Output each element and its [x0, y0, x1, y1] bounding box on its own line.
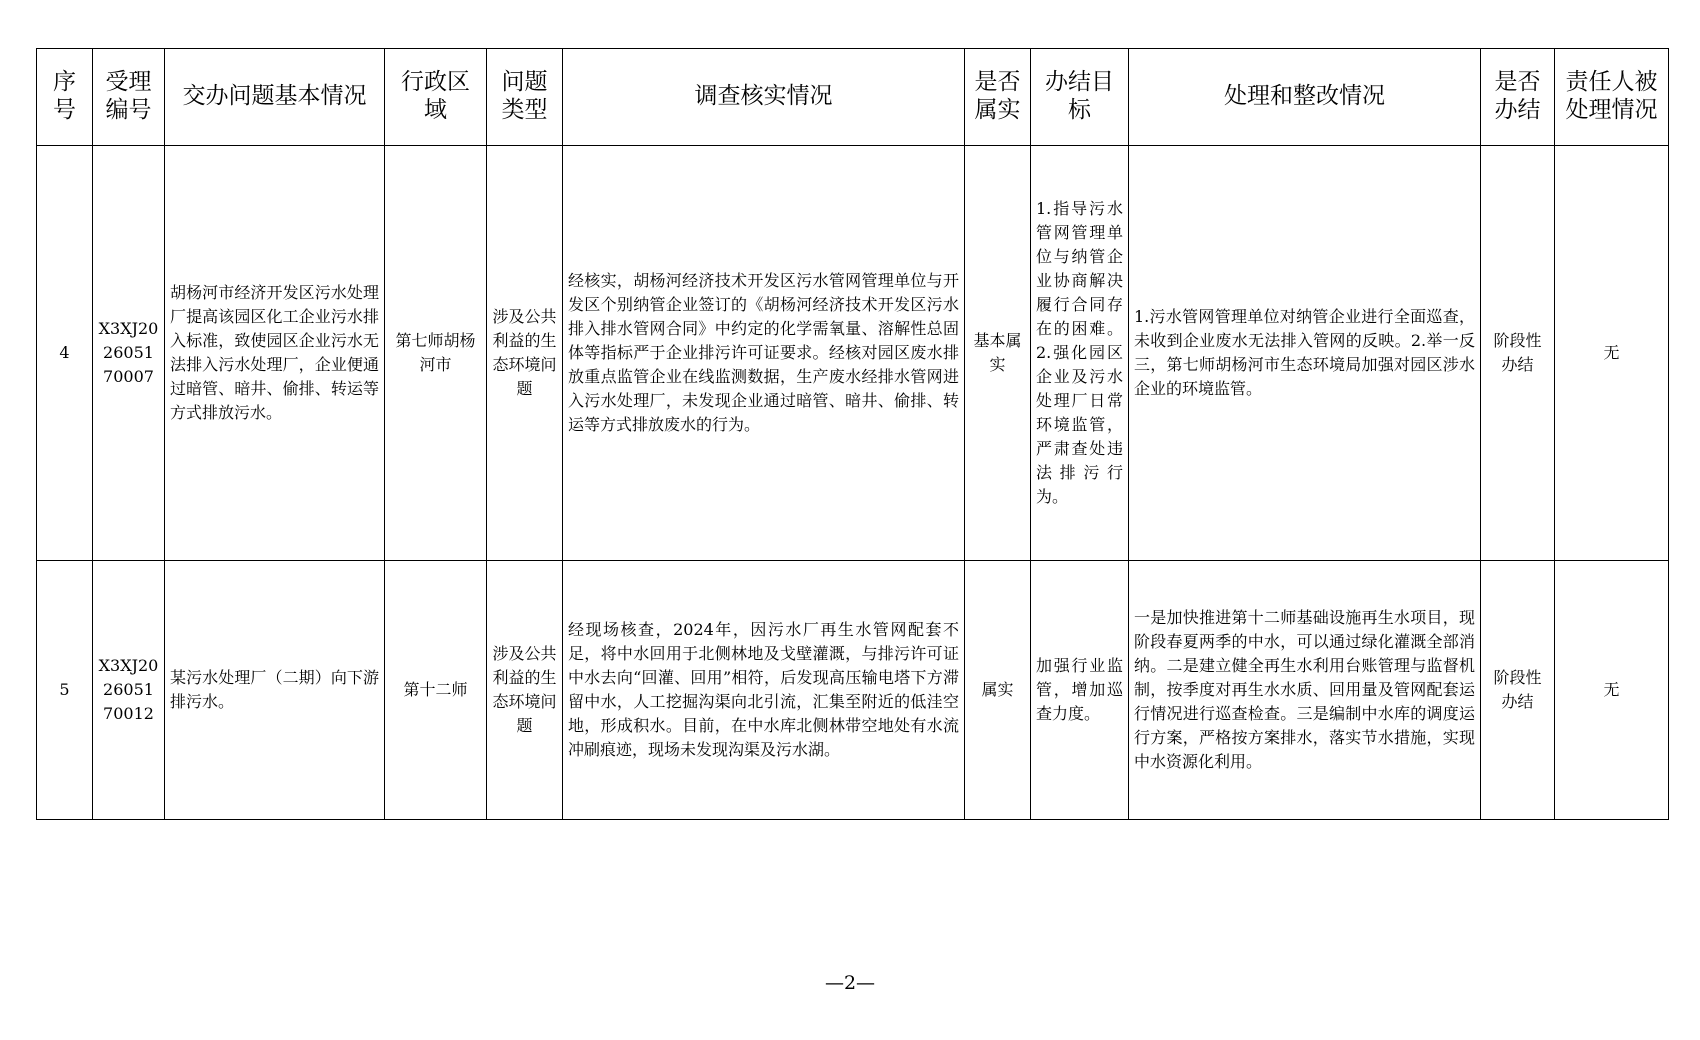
cell-target: 加强行业监管，增加巡查力度。 [1031, 561, 1129, 820]
cell-closed: 阶段性办结 [1481, 561, 1555, 820]
header-investigation: 调查核实情况 [563, 49, 965, 146]
cell-handling: 1.污水管网管理单位对纳管企业进行全面巡查，未收到企业废水无法排入管网的反映。2.举一反三，第七师胡杨河市生态环境局加强对园区涉水企业的环境监管。 [1129, 146, 1481, 561]
table-row [37, 561, 1669, 820]
header-issue-type: 问题类型 [487, 49, 563, 146]
header-penalty: 责任人被处理情况 [1555, 49, 1669, 146]
cell-handling: 一是加快推进第十二师基础设施再生水项目，现阶段春夏两季的中水，可以通过绿化灌溉全部消纳。二是建立健全再生水利用台账管理与监督机制，按季度对再生水水质、回用量及管网配套运行情况进行巡查检查。三是编制中水库的调度运行方案，严格按方案排水，落实节水措施，实现中水资源化利用。 [1129, 561, 1481, 820]
cell-issue-type: 涉及公共利益的生态环境问题 [487, 146, 563, 561]
page-number: —2— [824, 972, 876, 994]
header-issue: 交办问题基本情况 [165, 49, 385, 146]
cell-closed: 阶段性办结 [1481, 146, 1555, 561]
complaint-handling-table [36, 48, 1669, 820]
table-header-row [37, 49, 1669, 146]
header-target: 办结目标 [1031, 49, 1129, 146]
table-row [37, 146, 1669, 561]
header-verified: 是否属实 [965, 49, 1031, 146]
cell-penalty: 无 [1555, 146, 1669, 561]
cell-verified: 属实 [965, 561, 1031, 820]
cell-case-number: X3XJ202605170007 [93, 146, 165, 561]
cell-region: 第十二师 [385, 561, 487, 820]
cell-target: 1.指导污水管网管理单位与纳管企业协商解决履行合同存在的困难。2.强化园区企业及污水处理厂日常环境监管，严肃查处违法排污行为。 [1031, 146, 1129, 561]
cell-index: 4 [37, 146, 93, 561]
header-handling: 处理和整改情况 [1129, 49, 1481, 146]
cell-investigation: 经核实，胡杨河经济技术开发区污水管网管理单位与开发区个别纳管企业签订的《胡杨河经济技术开发区污水排入排水管网合同》中约定的化学需氧量、溶解性总固体等指标严于企业排污许可证要求。经核对园区废水排放重点监管企业在线监测数据，生产废水经排水管网进入污水处理厂，未发现企业通过暗管、暗井、偷排、转运等方式排放废水的行为。 [563, 146, 965, 561]
header-closed: 是否办结 [1481, 49, 1555, 146]
header-index: 序号 [37, 49, 93, 146]
header-case-number: 受理编号 [93, 49, 165, 146]
cell-issue-type: 涉及公共利益的生态环境问题 [487, 561, 563, 820]
cell-verified: 基本属实 [965, 146, 1031, 561]
cell-case-number: X3XJ202605170012 [93, 561, 165, 820]
cell-index: 5 [37, 561, 93, 820]
cell-issue: 某污水处理厂（二期）向下游排污水。 [165, 561, 385, 820]
cell-region: 第七师胡杨河市 [385, 146, 487, 561]
cell-penalty: 无 [1555, 561, 1669, 820]
header-region: 行政区域 [385, 49, 487, 146]
cell-investigation: 经现场核查，2024年，因污水厂再生水管网配套不足，将中水回用于北侧林地及戈壁灌溉，与排污许可证中水去向“回灌、回用”相符，后发现高压输电塔下方滞留中水，人工挖掘沟渠向北引流，汇集至附近的低洼空地，形成积水。目前，在中水库北侧林带空地处有水流冲刷痕迹，现场未发现沟渠及污水湖。 [563, 561, 965, 820]
cell-issue: 胡杨河市经济开发区污水处理厂提高该园区化工企业污水排入标准，致使园区企业污水无法排入污水处理厂，企业便通过暗管、暗井、偷排、转运等方式排放污水。 [165, 146, 385, 561]
